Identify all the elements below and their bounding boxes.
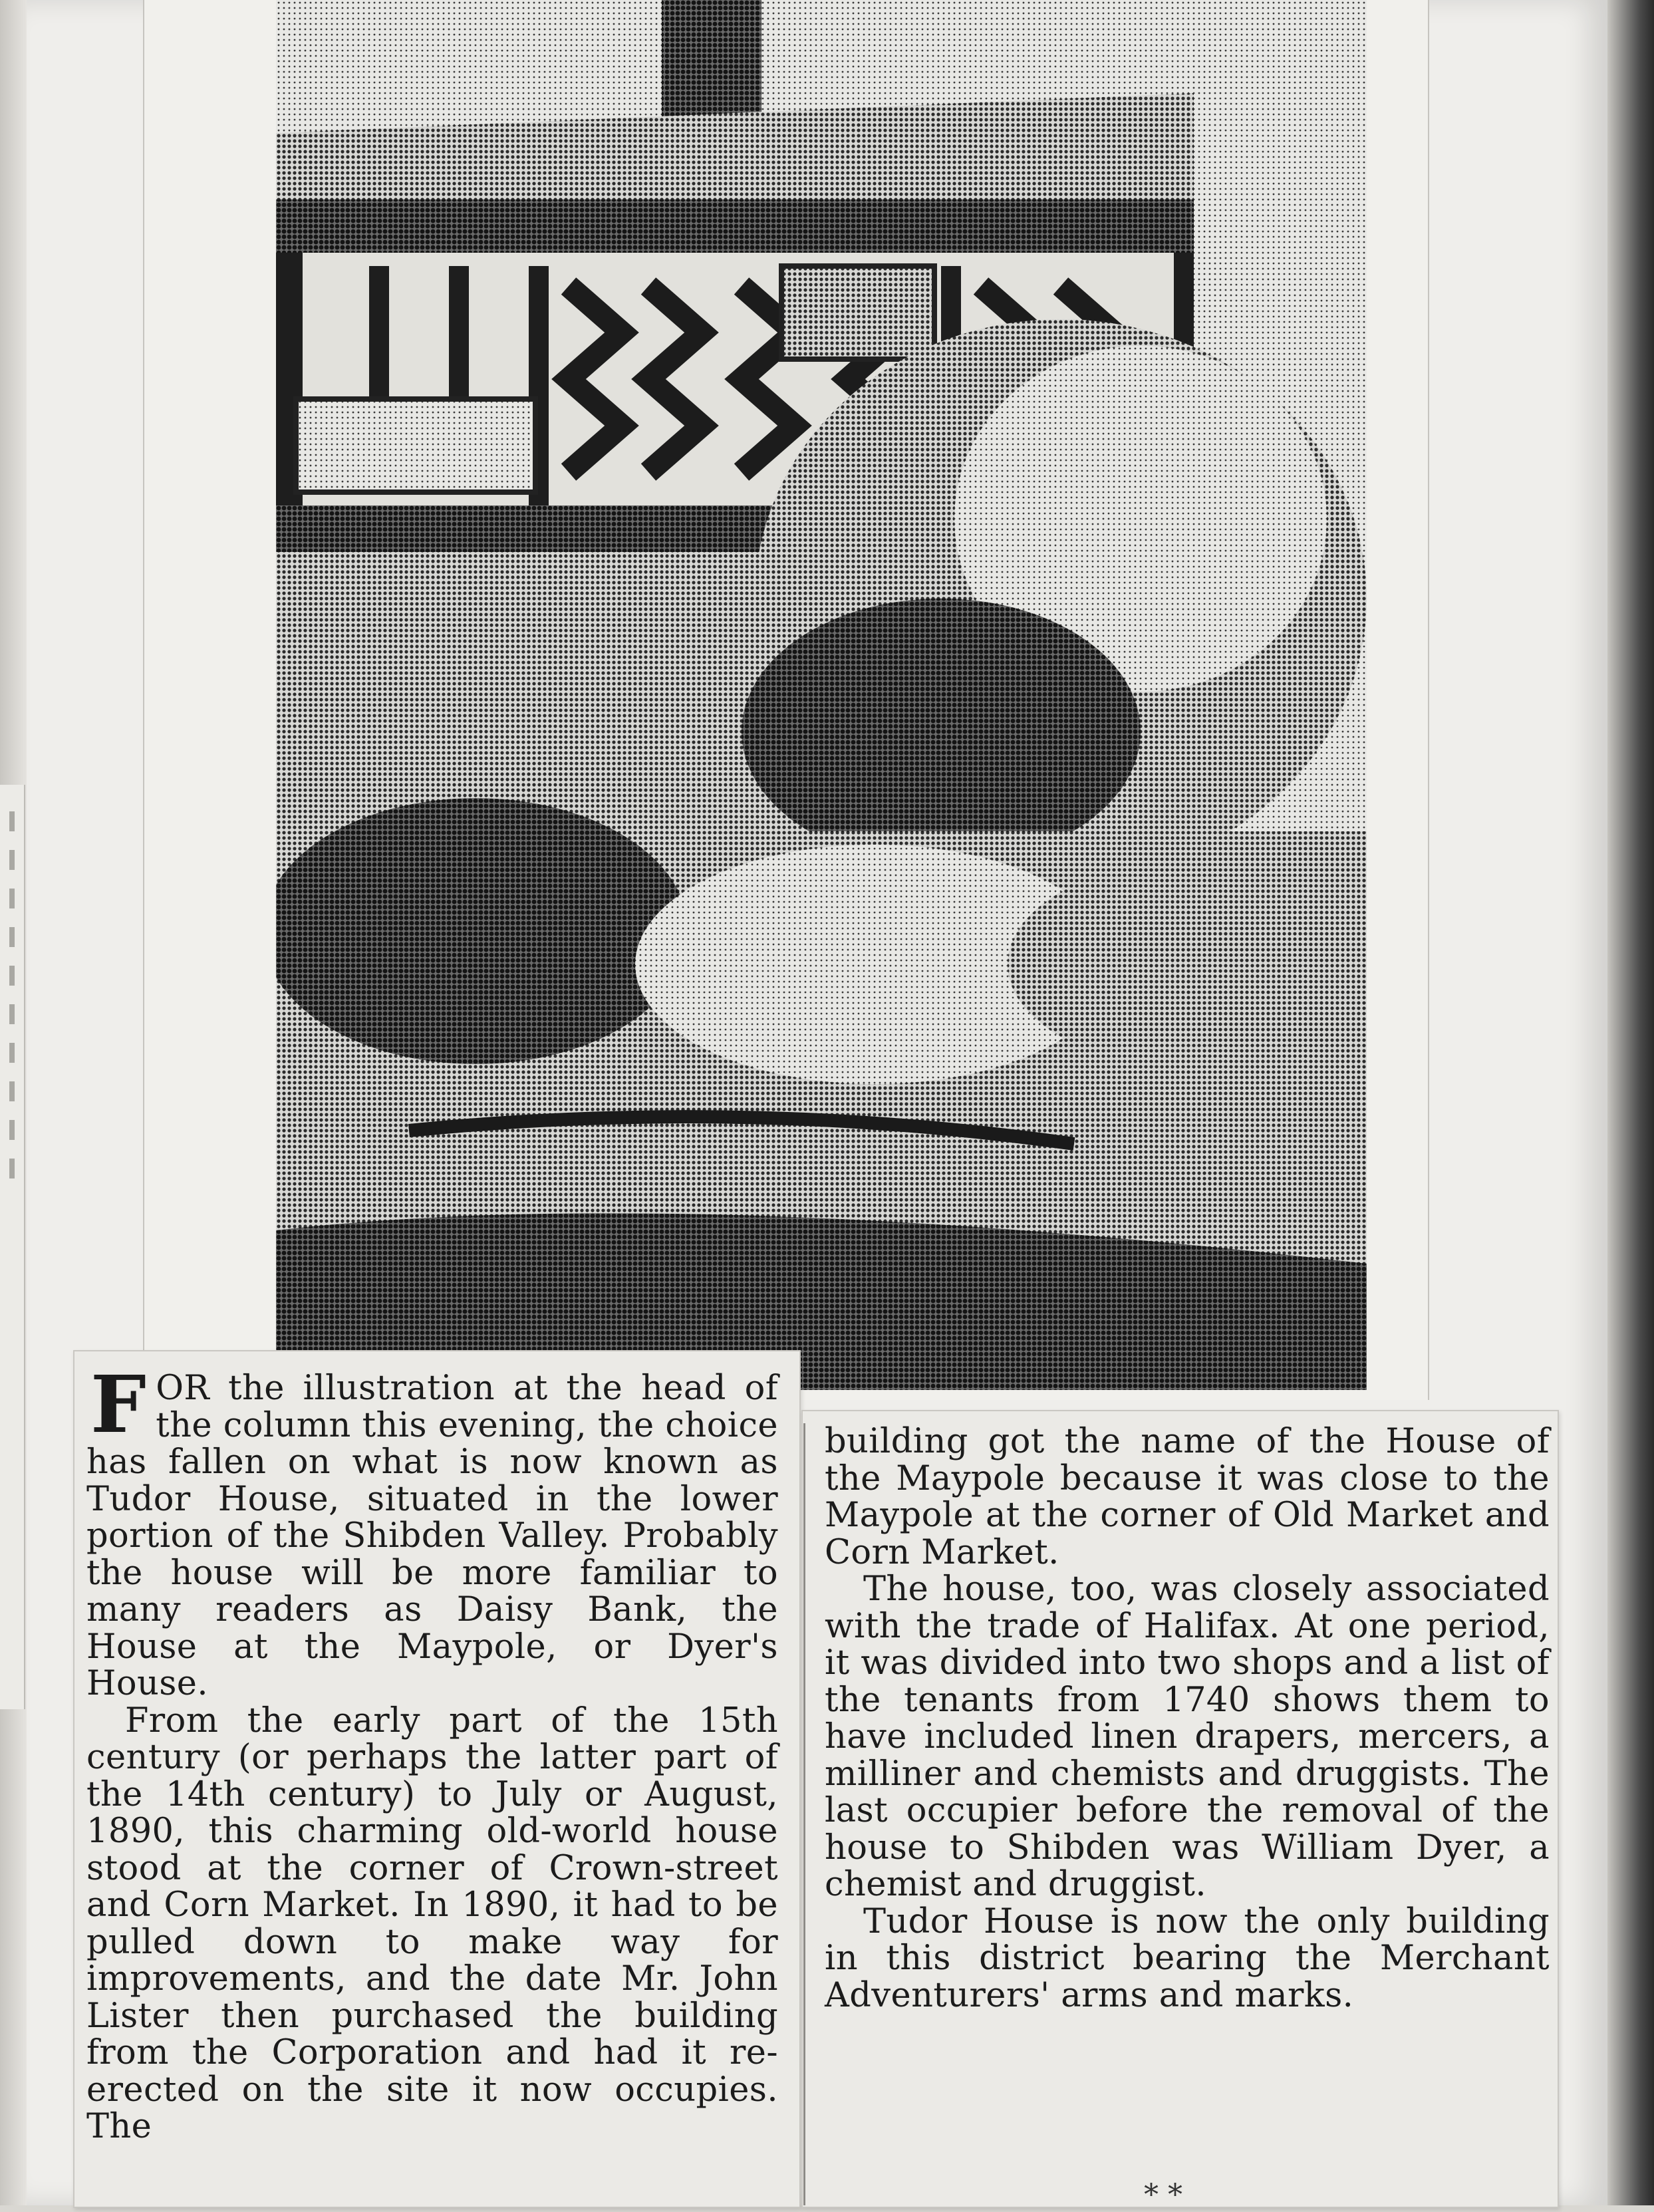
paragraph-intro (86, 1358, 778, 1703)
article-column-left (86, 1358, 778, 2146)
adjacent-clipping-edge (0, 785, 25, 1709)
end-mark: * * (1144, 2178, 1182, 2212)
paragraph-trade: The house, too, was closely associated with the trade of Halifax. At one period, it was divided into two shops and a list of the tenants from 1740 shows them to have included linen drapers, mercers, a milliner and chemists and druggists. The last occupier before the removal of the house to Shibden was William Dyer, a chemist and druggist. (825, 1570, 1550, 1904)
drop-cap: F (90, 1358, 147, 1451)
paragraph-maypole: building got the name of the House of the Maypole because it was close to the Maypole at the corner of Old Market and Corn Market. (825, 1422, 1550, 1572)
paragraph-arms: Tudor House is now the only building in this district bearing the Merchant Adventurers' arms and marks. (825, 1901, 1550, 2015)
paragraph-text: OR the illustration at the head of the column this evening, the choice has fallen on what is now known as Tudor House, situated in the lower portion of the Shibden Valley. Probably the house will be more familiar to many readers as Daisy Bank, the House at the Maypole, or Dyer's House. (86, 1369, 778, 1703)
tudor-house-photo (276, 0, 1367, 1390)
paragraph-history: From the early part of the 15th century (or perhaps the latter part of the 14th century) to July or August, 1890, this charming old-world house stood at the corner of Crown-street and Corn Market. In 1890, it had to be pulled down to make way for improvements, and the date Mr. John Lister then purchased the building from the Corporation and had it re-erected on the site it now occupies. The (86, 1701, 778, 2146)
column-rule (803, 1423, 805, 2205)
article-column-right (825, 1423, 1550, 2014)
album-edge-shadow (1607, 0, 1654, 2205)
